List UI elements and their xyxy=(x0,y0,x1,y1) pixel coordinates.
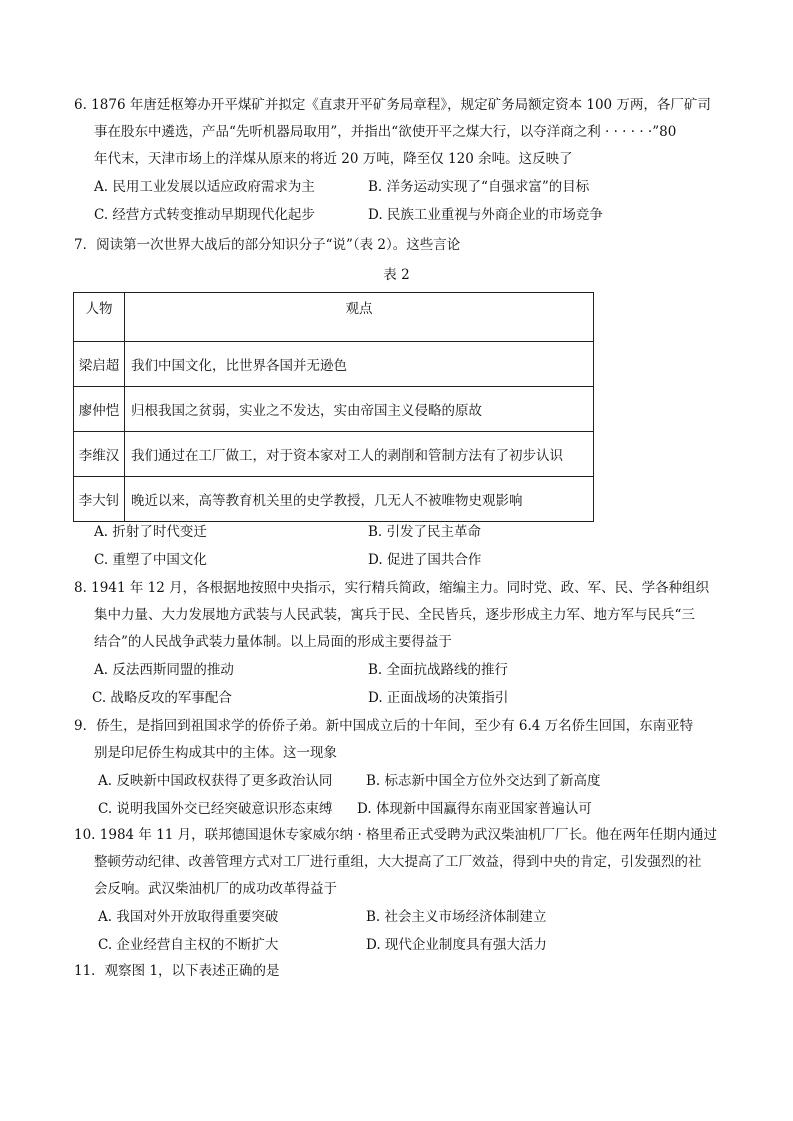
question-6-line-2: 事在股东中遴选，产品“先听机器局取用”，并指出“欲使开平之煤大行，以夺洋商之利 · · · · · ·”80 xyxy=(94,124,677,140)
question-10-option-a[interactable]: A. 我国对外开放取得重要突破 xyxy=(98,909,279,925)
question-7-option-d[interactable]: D. 促进了国共合作 xyxy=(368,552,482,568)
question-10-line-3: 会反响。武汉柴油机厂的成功改革得益于 xyxy=(94,881,337,897)
question-9 xyxy=(74,713,734,823)
question-9-options-row-2 xyxy=(74,795,734,823)
question-6-option-d[interactable]: D. 民族工业重视与外商企业的市场竞争 xyxy=(368,207,603,223)
question-8-options-row-2 xyxy=(74,684,734,712)
question-10-option-d[interactable]: D. 现代企业制度具有强大活力 xyxy=(366,937,547,953)
view-cell: 我们中国文化，比世界各国并无逊色 xyxy=(125,342,594,387)
question-8-option-c[interactable]: C. 战略反攻的军事配合 xyxy=(92,690,232,706)
person-cell: 梁启超 xyxy=(74,342,125,387)
question-11 xyxy=(74,958,734,985)
question-8-line-2: 集中力量、大力发展地方武装与人民武装，寓兵于民、全民皆兵，逐步形成主力军、地方军与民兵“三 xyxy=(94,607,695,623)
question-6-line-1: 6. 1876 年唐廷枢筹办开平煤矿并拟定《直隶开平矿务局章程》，规定矿务局额定资本 100 万两，各厂矿司 xyxy=(74,97,711,113)
question-10-options-row-2 xyxy=(74,931,734,959)
question-10-line-2: 整顿劳动纪律、改善管理方式对工厂进行重组，大大提高了工厂效益，得到中央的肯定，引发强烈的社 xyxy=(94,854,702,870)
person-cell: 李大钊 xyxy=(74,477,125,522)
question-9-line-2: 别是印尼侨生构成其中的主体。这一现象 xyxy=(94,745,337,761)
question-7-options-row-2 xyxy=(74,546,734,574)
question-9-line-1: 9．侨生，是指回到祖国求学的侨侨子弟。新中国成立后的十年间，至少有 6.4 万名侨生回国，东南亚特 xyxy=(74,718,694,734)
table-row xyxy=(74,477,594,522)
question-6-options-row-1 xyxy=(74,173,734,201)
intellectuals-table xyxy=(73,292,594,522)
question-6-option-c[interactable]: C. 经营方式转变推动早期现代化起步 xyxy=(94,207,315,223)
question-9-option-c[interactable]: C. 说明我国外交已经突破意识形态束缚 xyxy=(98,801,333,817)
question-10-option-c[interactable]: C. 企业经营自主权的不断扩大 xyxy=(98,937,279,953)
person-cell: 廖仲恺 xyxy=(74,387,125,432)
question-10-options-row-1 xyxy=(74,903,734,931)
question-6-line-3: 年代末，天津市场上的洋煤从原来的将近 20 万吨，降至仅 120 余吨。这反映了 xyxy=(94,151,573,167)
question-9-stem xyxy=(74,713,734,767)
question-8-stem xyxy=(74,575,734,656)
question-6-stem xyxy=(74,92,734,173)
question-9-option-a[interactable]: A. 反映新中国政权获得了更多政治认同 xyxy=(98,773,333,789)
header-view: 观点 xyxy=(125,293,594,342)
question-7-option-b[interactable]: B. 引发了民主革命 xyxy=(368,524,482,540)
question-7-option-c[interactable]: C. 重塑了中国文化 xyxy=(94,552,207,568)
question-10-stem xyxy=(74,822,734,903)
person-cell: 李维汉 xyxy=(74,432,125,477)
question-7-stem: 7．阅读第一次世界大战后的部分知识分子“说”（表 2）。这些言论 xyxy=(74,237,461,253)
question-10 xyxy=(74,822,734,959)
question-7-options-row-1 xyxy=(74,518,734,546)
question-8-option-d[interactable]: D. 正面战场的决策指引 xyxy=(368,690,509,706)
question-9-options-row-1 xyxy=(74,767,734,795)
question-10-line-1: 10. 1984 年 11 月，联邦德国退休专家威尔纳 · 格里希正式受聘为武汉柴油机厂厂长。他在两年任期内通过 xyxy=(74,827,718,843)
question-8-line-3: 结合”的人民战争武装力量体制。以上局面的形成主要得益于 xyxy=(94,634,452,650)
table-caption: 表 2 xyxy=(383,267,410,283)
question-7-options xyxy=(74,518,734,574)
question-8-line-1: 8. 1941 年 12 月，各根据地按照中央指示，实行精兵简政，缩编主力。同时党、政、军、民、学各种组织 xyxy=(74,580,710,596)
question-8-option-a[interactable]: A. 反法西斯同盟的推动 xyxy=(94,662,234,678)
view-cell: 我们通过在工厂做工，对于资本家对工人的剥削和管制方法有了初步认识 xyxy=(125,432,594,477)
header-person: 人物 xyxy=(74,293,125,342)
question-9-option-b[interactable]: B. 标志新中国全方位外交达到了新高度 xyxy=(366,773,601,789)
question-7-option-a[interactable]: A. 折射了时代变迁 xyxy=(94,524,207,540)
view-cell: 归根我国之贫弱，实业之不发达，实由帝国主义侵略的原故 xyxy=(125,387,594,432)
question-8 xyxy=(74,575,734,712)
question-6 xyxy=(74,92,734,229)
question-6-option-a[interactable]: A. 民用工业发展以适应政府需求为主 xyxy=(94,179,315,195)
view-cell: 晚近以来，高等教育机关里的史学教授，几无人不被唯物史观影响 xyxy=(125,477,594,522)
question-11-stem: 11．观察图 1，以下表述正确的是 xyxy=(74,963,280,979)
question-9-option-d[interactable]: D. 体现新中国赢得东南亚国家普遍认可 xyxy=(357,801,592,817)
question-10-option-b[interactable]: B. 社会主义市场经济体制建立 xyxy=(366,909,547,925)
question-6-option-b[interactable]: B. 洋务运动实现了“自强求富”的目标 xyxy=(368,179,590,195)
table-row xyxy=(74,432,594,477)
table-row xyxy=(74,387,594,432)
question-6-options-row-2 xyxy=(74,201,734,229)
question-8-option-b[interactable]: B. 全面抗战路线的推行 xyxy=(368,662,509,678)
table-row xyxy=(74,342,594,387)
question-8-options-row-1 xyxy=(74,656,734,684)
question-7 xyxy=(74,232,734,259)
table-header-row xyxy=(74,293,594,342)
